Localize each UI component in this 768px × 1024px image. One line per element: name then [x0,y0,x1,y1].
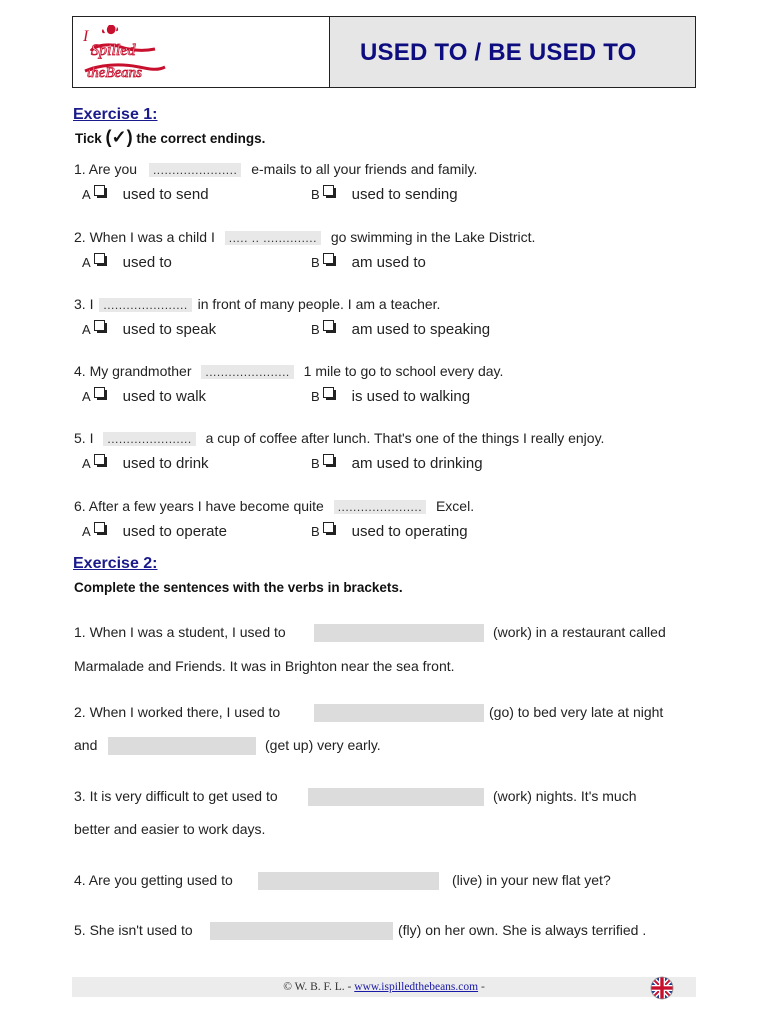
page-title: USED TO / BE USED TO [360,39,637,66]
exercise2-title: Exercise 2: [73,555,158,572]
checkbox-icon[interactable] [94,522,105,533]
q2-pre: 2. When I was a child I [74,229,215,245]
checkbox-icon[interactable] [94,387,105,398]
q1-b-letter: B [311,187,320,202]
s3-answer-field[interactable] [308,788,484,806]
q1-option-a[interactable] [82,186,209,203]
q2-blank[interactable]: ..... .. .............. [225,231,321,245]
checkbox-icon[interactable] [323,387,334,398]
checkbox-icon[interactable] [323,454,334,465]
exercise2-instruction: Complete the sentences with the verbs in brackets. [74,580,403,595]
s3-post: (work) nights. It's much [493,788,637,804]
checkbox-icon[interactable] [94,454,105,465]
checkbox-icon[interactable] [323,253,334,264]
q1-a-letter: A [82,187,91,202]
s4-pre: 4. Are you getting used to [74,872,233,888]
q2-b-text: am used to [351,254,426,271]
q2-a-text: used to [122,254,172,271]
uk-flag-icon [650,976,674,1000]
q2-b-letter: B [311,255,320,270]
q4-a-text: used to walk [122,388,207,405]
q4-a-letter: A [82,389,91,404]
q1-b-text: used to sending [351,186,458,203]
q4-option-a[interactable] [82,388,206,405]
q6-a-letter: A [82,524,91,539]
s4-answer-field[interactable] [258,872,439,890]
q2-post: go swimming in the Lake District. [330,229,536,245]
question-1 [74,161,477,177]
logo-text-bottom: theBeans [87,65,142,81]
q6-option-b[interactable] [311,523,468,540]
s2-post: (go) to bed very late at night [489,704,664,720]
s2-answer-field-1[interactable] [314,704,484,722]
s2-line2-pre: and [74,737,98,753]
question-6 [74,498,474,514]
q4-blank[interactable]: ...................... [201,365,293,379]
s2-pre: 2. When I worked there, I used to [74,704,281,720]
logo [79,21,169,85]
q6-blank[interactable]: ...................... [334,500,426,514]
check-mark: (✓) [105,127,133,147]
q5-a-text: used to drink [122,455,209,472]
q6-b-text: used to operating [351,523,468,540]
s1-answer-field[interactable] [314,624,484,642]
question-3 [74,296,440,312]
question-4 [74,363,503,379]
logo-text-i: I [83,28,89,45]
q3-a-text: used to speak [122,321,217,338]
exercise1-instruction [75,127,265,148]
q3-option-a[interactable] [82,321,216,338]
q3-b-letter: B [311,322,320,337]
q1-a-text: used to send [122,186,209,203]
q4-b-letter: B [311,389,320,404]
q4-post: 1 mile to go to school every day. [303,363,504,379]
q5-a-letter: A [82,456,91,471]
checkbox-icon[interactable] [94,320,105,331]
q5-option-b[interactable] [311,455,483,472]
header [72,16,696,88]
q1-pre: 1. Are you [74,161,138,177]
checkbox-icon[interactable] [323,522,334,533]
checkbox-icon[interactable] [94,185,105,196]
s2-answer-field-2[interactable] [108,737,256,755]
q1-blank[interactable]: ...................... [149,163,241,177]
s5-pre: 5. She isn't used to [74,922,193,938]
q3-a-letter: A [82,322,91,337]
q3-post: in front of many people. I am a teacher. [197,296,441,312]
q4-pre: 4. My grandmother [74,363,192,379]
q5-b-text: am used to drinking [351,455,483,472]
q3-pre: 3. I [74,296,94,312]
logo-cell [73,17,330,87]
s1-line2: Marmalade and Friends. It was in Brighton near the sea front. [74,658,455,674]
title-cell [330,17,695,87]
s3-pre: 3. It is very difficult to get used to [74,788,278,804]
checkbox-icon[interactable] [323,320,334,331]
s5-post: (fly) on her own. She is always terrified . [398,922,647,938]
footer-copyright: © W. B. F. L. - [283,981,352,993]
question-5 [74,430,604,446]
q6-option-a[interactable] [82,523,227,540]
s5-answer-field[interactable] [210,922,393,940]
q1-post: e-mails to all your friends and family. [251,161,478,177]
q5-post: a cup of coffee after lunch. That's one of the things I really enjoy. [205,430,605,446]
footer-link[interactable]: www.ispilledthebeans.com [354,981,479,993]
q2-option-a[interactable] [82,254,172,271]
checkbox-icon[interactable] [94,253,105,264]
q6-a-text: used to operate [122,523,227,540]
logo-text-top: Spilled [91,42,136,59]
q6-post: Excel. [435,498,475,514]
q6-pre: 6. After a few years I have become quite [74,498,324,514]
q3-blank[interactable]: ...................... [99,298,191,312]
instruction-prefix: Tick [75,131,102,146]
footer-dash: - [480,981,485,993]
q5-b-letter: B [311,456,320,471]
checkbox-icon[interactable] [323,185,334,196]
question-2 [74,229,535,245]
instruction-suffix: the correct endings. [136,131,266,146]
q2-a-letter: A [82,255,91,270]
q4-b-text: is used to walking [351,388,471,405]
q1-option-b[interactable] [311,186,458,203]
s2-line2-post: (get up) very early. [265,737,381,753]
q3-option-b[interactable] [311,321,490,338]
q6-b-letter: B [311,524,320,539]
s4-post: (live) in your new flat yet? [452,872,611,888]
q5-pre: 5. I [74,430,94,446]
exercise1-title: Exercise 1: [73,106,158,123]
q2-option-b[interactable] [311,254,426,271]
q5-blank[interactable]: ...................... [103,432,195,446]
s3-line2: better and easier to work days. [74,821,266,837]
q4-option-b[interactable] [311,388,470,405]
q3-b-text: am used to speaking [351,321,491,338]
s1-pre: 1. When I was a student, I used to [74,624,286,640]
s1-post: (work) in a restaurant called [493,624,666,640]
q5-option-a[interactable] [82,455,209,472]
